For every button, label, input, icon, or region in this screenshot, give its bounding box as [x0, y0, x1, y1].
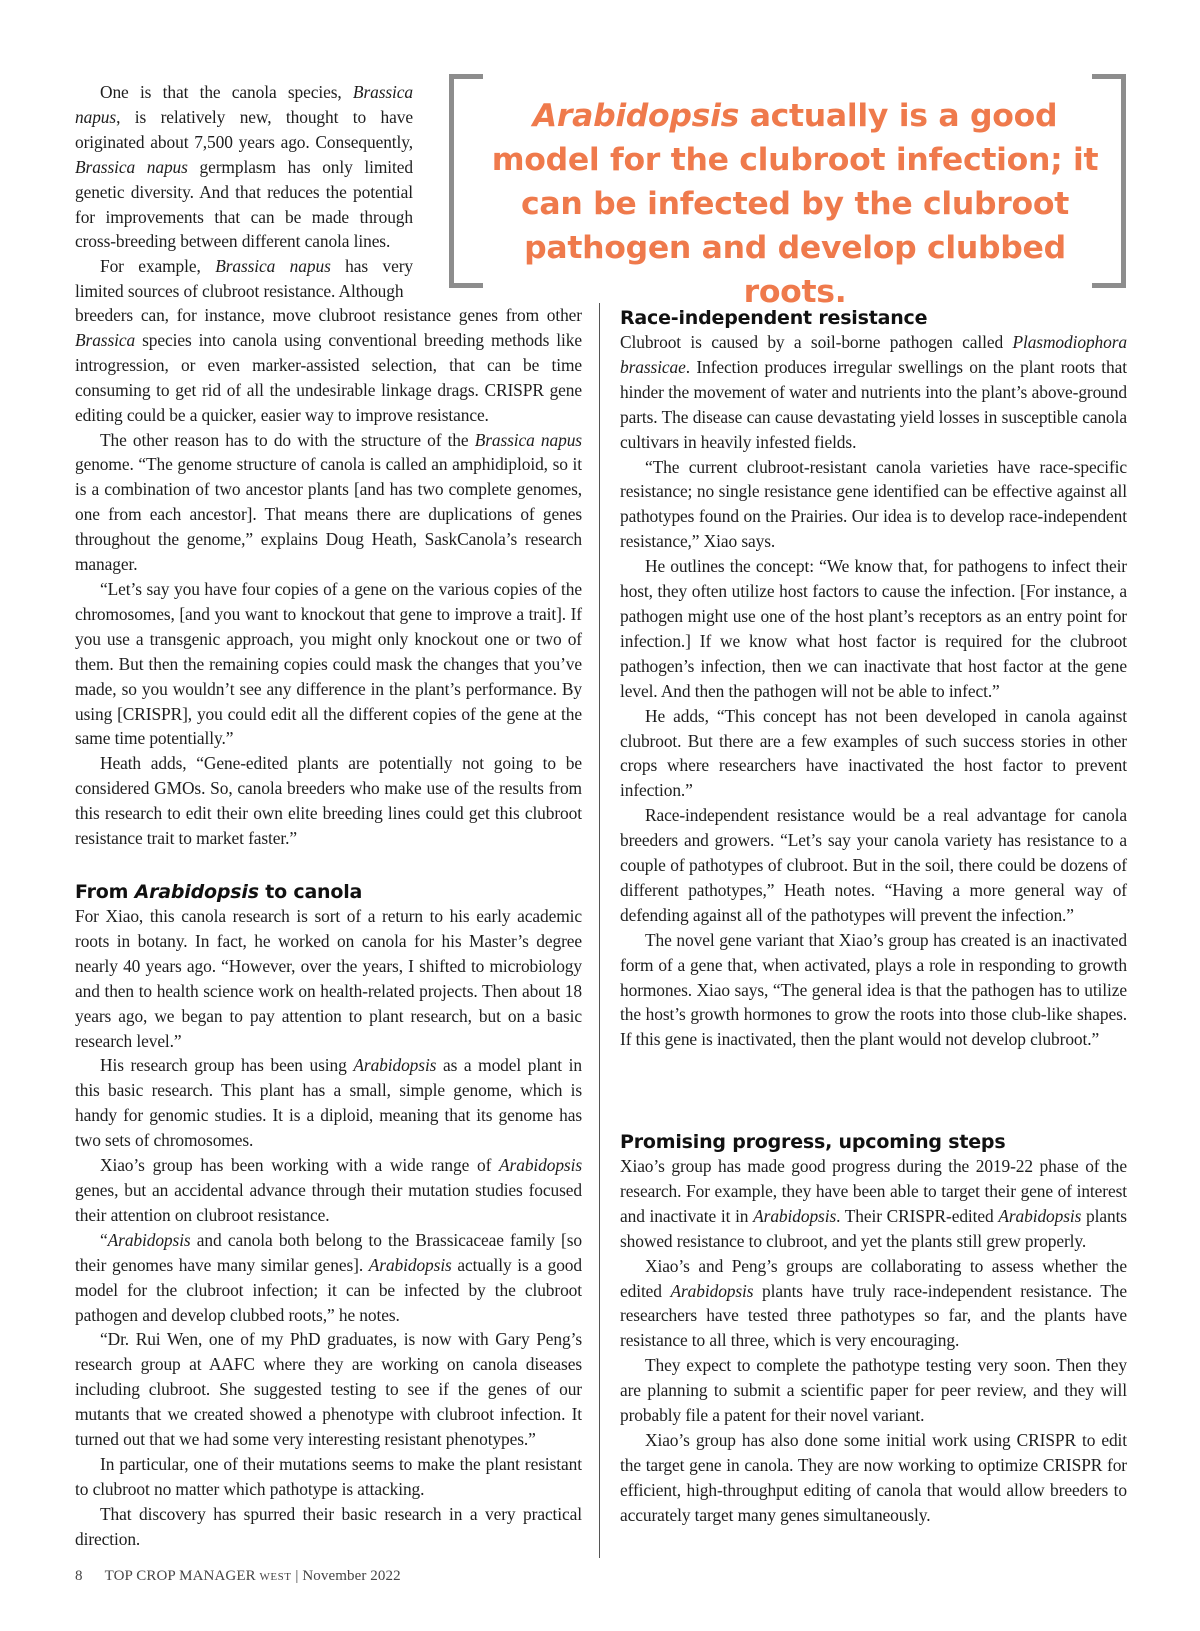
heading-part-em: Arabidopsis — [134, 881, 259, 903]
right-column-upper — [620, 330, 1127, 1052]
text-run: Xiao’s and Peng’s groups are collaborating to assess whether the edited — [620, 1255, 1127, 1301]
text-run: “Dr. Rui Wen, one of my PhD graduates, is now with Gary Peng’s research group at AAFC where they are working on canola diseases including clubroot. She suggested testing to see if the genes of our mutants that we created showed a phenotype with clubroot infection. It turned out that we had some very interesting resistant phenotypes.” — [75, 1329, 582, 1450]
section-heading-arabidopsis — [75, 880, 582, 904]
text-run: Race-independent resistance would be a real advantage for canola breeders and growers. “Let’s say your canola variety has resistance to a couple of pathotypes of clubroot. But in the soil, there could be dozens of different pathotypes,” Heath notes. “Having a more general way of defending against all of the pathotypes will prevent the infection.” — [620, 805, 1127, 925]
column-divider — [599, 303, 600, 1558]
text-run: Heath adds, “Gene-edited plants are potentially not going to be considered GMOs. So, canola breeders who make use of the results from this research to edit their own elite breeding lines could get this clubroot resistance trait to market faster.” — [75, 753, 582, 849]
text-run: The novel gene variant that Xiao’s group has created is an inactivated form of a gene that, when activated, plays a role in responding to growth hormones. Xiao says, “The general idea is that the pathogen has to utilize the host’s growth hormones to grow the roots into those club-like shapes. If this gene is inactivated, then the plant would not develop clubroot.” — [620, 929, 1127, 1050]
text-run: Xiao’s group has also done some initial work using CRISPR to edit the target gene in canola. They are now working to optimize CRISPR for efficient, high-throughput editing of canola that would allow breeders to accurately target many genes simultaneously. — [620, 1429, 1127, 1525]
text-run: plants have truly race-independent resistance. The researchers have tested three pathotypes so far, and the plants have resistance to all three, which is very encouraging. — [620, 1280, 1128, 1351]
italic-run: Arabidopsis — [670, 1280, 754, 1301]
paragraph — [620, 803, 1127, 928]
text-run: The other reason has to do with the structure of the — [100, 429, 475, 450]
paragraph — [620, 455, 1127, 555]
paragraph — [620, 1254, 1127, 1354]
italic-run: Arabidopsis — [753, 1205, 837, 1226]
text-run: species into canola using conventional breeding methods like introgression, or even marker-assisted selection, that can be time consuming to get rid of all the undesirable linkage drags. CRISPR gene editing could be a quicker, easier way to improve resistance. — [75, 329, 582, 425]
publication-name: TOP CROP MANAGER — [104, 1568, 256, 1584]
italic-run: Arabidopsis — [368, 1254, 452, 1275]
paragraph — [620, 554, 1127, 703]
text-run: For Xiao, this canola research is sort of a return to his early academic roots in botany. In fact, he worked on canola for his Master’s degree nearly 40 years ago. “However, over the years, I shifted to microbiology and then to health science work on health-related projects. Then about 18 years ago, we began to pay attention to plant research, but on a basic research level.” — [75, 906, 582, 1051]
section-heading-race-independent: Race-independent resistance — [620, 307, 928, 329]
paragraph — [620, 1353, 1127, 1428]
pull-quote-em: Arabidopsis — [532, 98, 740, 134]
italic-run: Arabidopsis — [353, 1055, 437, 1076]
publication-edition: WEST — [259, 1571, 292, 1583]
page-footer — [75, 1568, 675, 1585]
paragraph — [75, 1053, 582, 1153]
italic-run: Plasmodiophora brassicae — [620, 332, 1127, 377]
paragraph — [620, 1428, 1127, 1528]
footer-separator: | — [295, 1568, 299, 1584]
text-run: He outlines the concept: “We know that, for pathogens to infect their host, they often utilize host factors to cause the infection. [For instance, a pathogen might use one of the host plant’s receptors as an entry point for infection.] If we know what host factor is required for the clubroot pathogen’s infection, then we can inactivate that host factor at the gene level. And then the pathogen will not be able to infect.” — [620, 556, 1127, 701]
text-run: . Infection produces irregular swellings on the plant roots that hinder the movement of water and nutrients into the plant’s above-ground parts. The disease can cause devastating yield losses in susceptible canola cultivars in heavily infested fields. — [620, 356, 1127, 452]
paragraph — [75, 577, 582, 751]
text-run: germplasm has only limited genetic diversity. And that reduces the potential for improvements that can be made through cross-breeding between different canola lines. — [75, 156, 413, 252]
text-run: Xiao’s group has made good progress during the 2019-22 phase of the research. For example, they have been able to target their gene of interest and inactivate it in — [620, 1156, 1127, 1226]
italic-run: Brassica napus — [75, 156, 188, 177]
paragraph — [620, 928, 1127, 1053]
italic-run: Brassica napus — [474, 429, 582, 450]
text-run: That discovery has spurred their basic research in a very practical direction. — [75, 1503, 582, 1549]
italic-run: Arabidopsis — [998, 1205, 1082, 1226]
paragraph — [75, 1153, 582, 1228]
paragraph — [75, 303, 582, 428]
text-run: breeders can, for instance, move clubroot resistance genes from other — [75, 305, 582, 325]
text-run: He adds, “This concept has not been developed in canola against clubroot. But there are a few examples of such success stories in other crops where researchers have inactivated the host factor to prevent infection.” — [620, 705, 1127, 801]
page-number: 8 — [75, 1568, 83, 1584]
text-run: “ — [100, 1229, 108, 1250]
paragraph — [75, 1452, 582, 1502]
text-run: “The current clubroot-resistant canola varieties have race-specific resistance; no single resistance gene identified can be effective against all pathotypes found on the Prairies. Our idea is to develop race-independent resistance,” Xiao says. — [620, 456, 1127, 552]
left-column-main — [75, 303, 582, 851]
text-run: genes, but an accidental advance through their mutation studies focused their attention on clubroot resistance. — [75, 1179, 582, 1225]
paragraph — [75, 1228, 582, 1328]
left-column-top — [75, 80, 413, 304]
text-run: They expect to complete the pathotype testing very soon. Then they are planning to submit a scientific paper for peer review, and they will probably file a patent for their novel variant. — [620, 1355, 1127, 1426]
text-run: as a model plant in this basic research. This plant has a small, simple genome, which is handy for genomic studies. It is a diploid, meaning that its genome has two sets of chromosomes. — [75, 1055, 582, 1151]
text-run: In particular, one of their mutations seems to make the plant resistant to clubroot no matter which pathotype is attacking. — [75, 1453, 582, 1499]
pull-quote-text: actually is a good model for the clubroot infection; it can be infected by the clubroot pathogen and develop clubbed roots. — [491, 98, 1099, 310]
heading-part: to canola — [258, 881, 363, 903]
text-run: Xiao’s group has been working with a wide range of — [100, 1155, 500, 1176]
text-run: One is that the canola species, — [100, 82, 353, 102]
text-run: “Let’s say you have four copies of a gene on the various copies of the chromosomes, [and you want to knockout that gene to improve a trait]. If you use a transgenic approach, you might only knockout one or two of them. But then the remaining copies could mask the changes that you’ve made, so you wouldn’t see any difference in the plant’s performance. By using [CRISPR], you could edit all the different copies of the gene at the same time potentially.” — [75, 578, 582, 749]
text-run: plants showed resistance to clubroot, and yet the plants still grew properly. — [620, 1205, 1127, 1251]
italic-run: Brassica — [75, 329, 136, 350]
paragraph — [75, 254, 413, 304]
text-run: actually is a good model for the clubroot infection; it can be infected by the clubroot pathogen and develop clubbed roots,” he notes. — [75, 1254, 582, 1325]
text-run: , is relatively new, thought to have originated about 7,500 years ago. Consequently, — [75, 106, 413, 152]
text-run: For example, — [100, 256, 216, 277]
right-column-lower — [620, 1154, 1127, 1528]
paragraph — [75, 751, 582, 851]
text-run: His research group has been using — [100, 1055, 354, 1076]
paragraph — [75, 1327, 582, 1452]
text-run: genome. “The genome structure of canola is called an amphidiploid, so it is a combination of two ancestor plants [and has two complete genomes, one from each ancestor]. That means there are duplications of genes throughout the genome,” explains Doug Heath, SaskCanola’s research manager. — [75, 454, 582, 575]
issue-date: November 2022 — [302, 1568, 401, 1584]
italic-run: Arabidopsis — [499, 1155, 582, 1176]
section-heading-progress: Promising progress, upcoming steps — [620, 1131, 1006, 1153]
text-run: and canola both belong to the Brassicaceae family [so their genomes have many similar genes]. — [75, 1229, 582, 1275]
left-column-lower — [75, 904, 582, 1552]
paragraph — [75, 904, 582, 1053]
paragraph — [75, 1502, 582, 1552]
paragraph — [620, 1154, 1127, 1254]
italic-run: Brassica napus — [75, 82, 413, 127]
paragraph — [620, 330, 1127, 455]
heading-part: From — [75, 881, 135, 903]
italic-run: Brassica napus — [215, 256, 331, 277]
paragraph — [75, 428, 582, 577]
text-run: . Their CRISPR-edited — [836, 1205, 999, 1226]
paragraph — [620, 704, 1127, 804]
text-run: Clubroot is caused by a soil-borne pathogen called — [620, 332, 1013, 352]
italic-run: Arabidopsis — [107, 1229, 191, 1250]
pull-quote — [475, 94, 1115, 314]
paragraph — [75, 80, 413, 254]
text-run: has very limited sources of clubroot resistance. Although — [75, 256, 413, 302]
